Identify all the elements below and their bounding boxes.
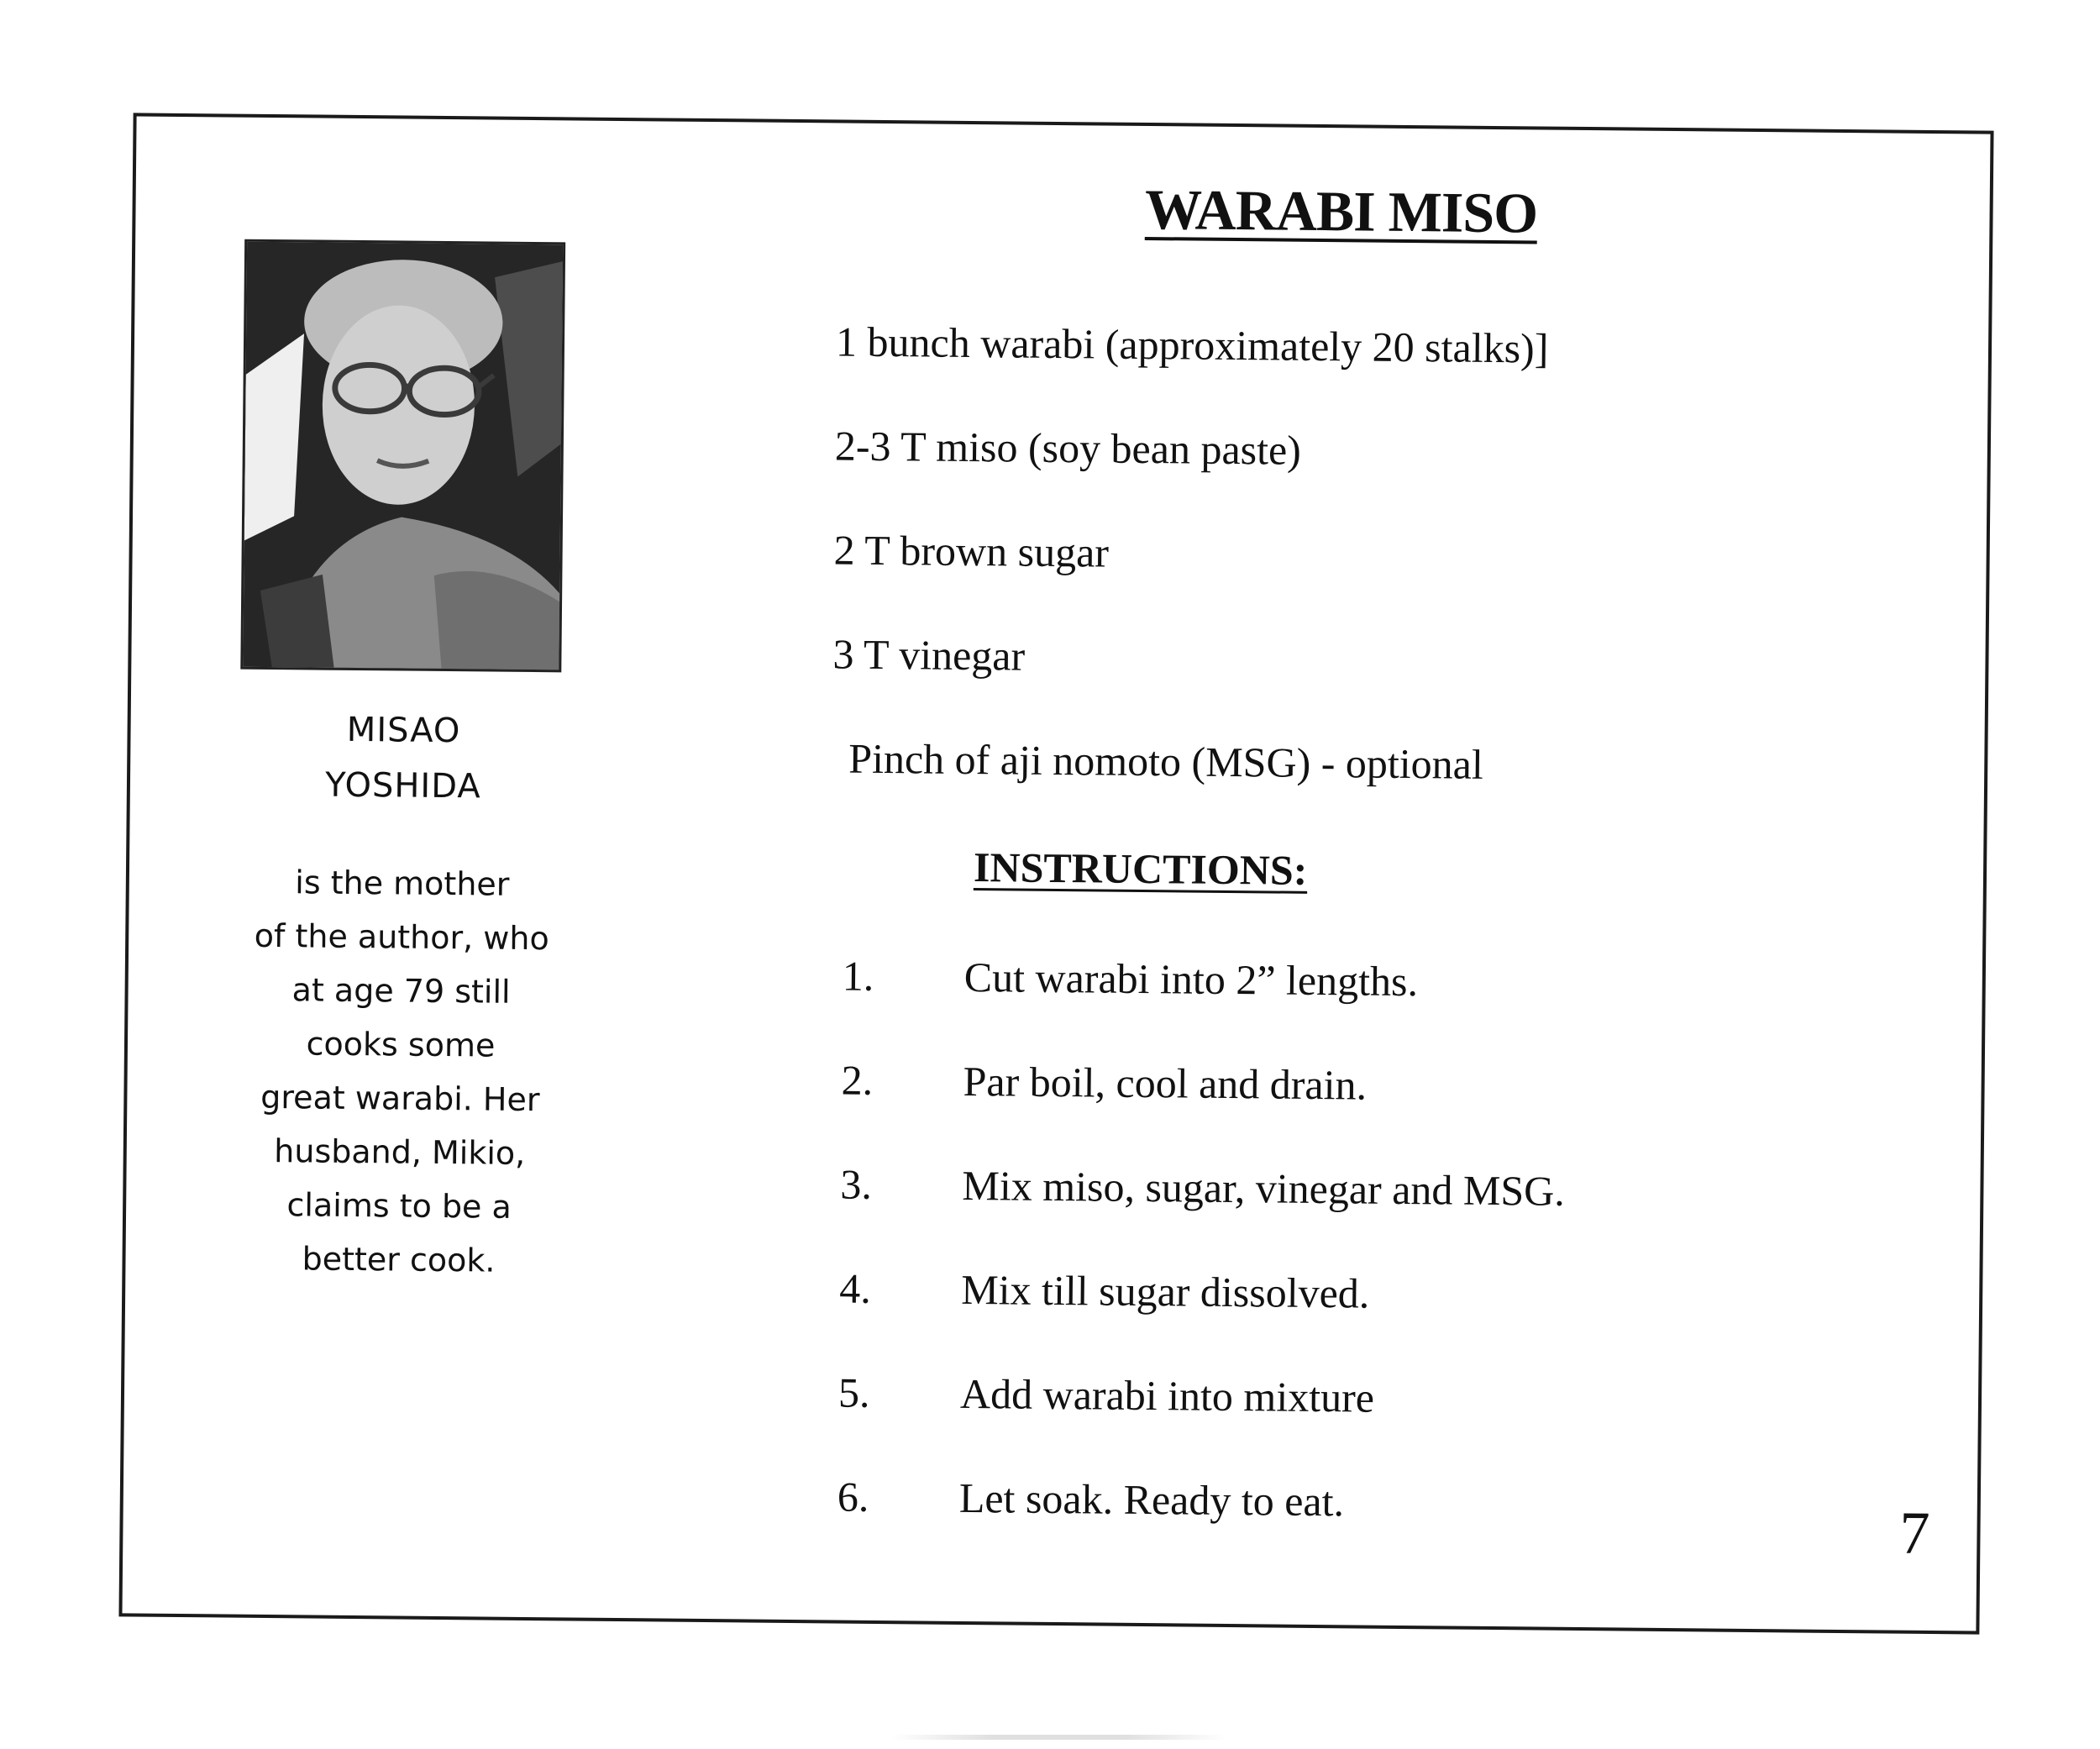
step-number: 6. — [837, 1473, 869, 1521]
scan-artifact — [890, 1735, 1226, 1740]
ingredient-list — [831, 316, 1760, 846]
person-first-name: MISAO — [346, 710, 461, 751]
bio-line: of the author, who — [254, 917, 549, 958]
step-text: Par boil, cool and drain. — [963, 1057, 1368, 1109]
ingredient-item: 1 bunch warabi (approximately 20 stalks)] — [835, 318, 1549, 372]
ingredient-item: Pinch of aji nomoto (MSG) - optional — [848, 734, 1484, 788]
step-number: 5. — [837, 1368, 870, 1416]
person-bio — [209, 854, 591, 1288]
ingredient-item: 2-3 T miso (soy bean paste) — [834, 422, 1302, 474]
step-text: Cut warabi into 2” lengths. — [963, 953, 1419, 1006]
step-text: Let soak. Ready to eat. — [958, 1473, 1345, 1526]
bio-line: husband, Mikio, — [274, 1132, 526, 1172]
bio-line: cooks some — [306, 1025, 496, 1064]
step-number: 2. — [841, 1056, 874, 1104]
recipe-title: WARABI MISO — [1144, 176, 1538, 245]
instruction-step — [841, 1055, 1850, 1169]
instruction-step — [837, 1472, 1845, 1586]
step-number: 3. — [840, 1160, 873, 1208]
instruction-step — [842, 951, 1851, 1065]
step-text: Mix miso, sugar, vinegar and MSG. — [962, 1161, 1566, 1215]
portrait-photo — [240, 239, 565, 673]
step-number: 4. — [838, 1264, 872, 1312]
step-number: 1. — [842, 952, 874, 1000]
step-text: Mix till sugar dissolved. — [960, 1265, 1370, 1317]
bio-line: at age 79 still — [291, 971, 511, 1011]
instruction-steps — [837, 951, 1851, 1585]
person-name — [256, 701, 551, 815]
ingredient-item: 3 T vinegar — [832, 630, 1026, 680]
bio-line: claims to be a — [286, 1186, 512, 1226]
recipe-page — [118, 113, 1993, 1634]
bio-line: is the mother — [295, 864, 510, 903]
portrait-image — [243, 242, 563, 670]
instructions-heading: INSTRUCTIONS: — [973, 843, 1308, 894]
page-number: 7 — [1899, 1499, 1930, 1568]
ingredient-item: 2 T brown sugar — [833, 526, 1110, 576]
instruction-step — [837, 1368, 1846, 1482]
bio-line: better cook. — [302, 1240, 496, 1279]
instruction-step — [840, 1159, 1849, 1274]
bio-line: great warabi. Her — [260, 1078, 540, 1119]
step-text: Add warabi into mixture — [959, 1369, 1375, 1421]
instruction-step — [838, 1263, 1847, 1378]
person-last-name: YOSHIDA — [325, 765, 481, 806]
